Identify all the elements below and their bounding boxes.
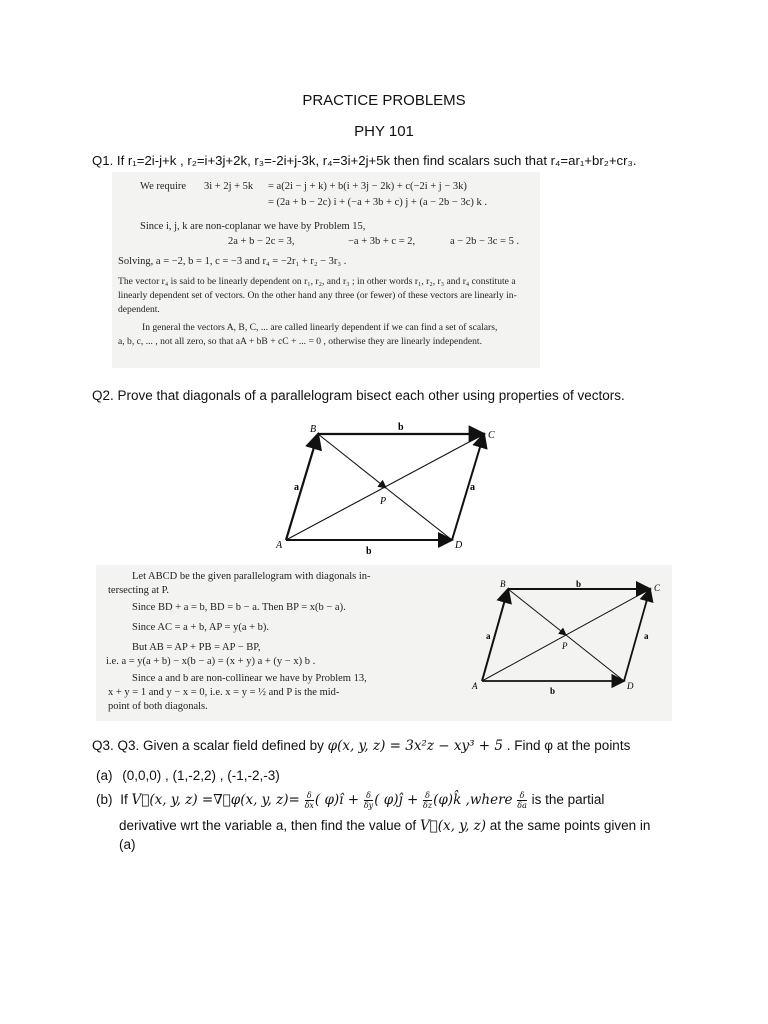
parallelogram-figure-small [466, 579, 666, 697]
q2-proof-scan [96, 565, 672, 721]
q3-fraction-da [517, 791, 527, 810]
q3-frac-da-num: δ [517, 791, 527, 801]
q1-para1-line2: linearly dependent set of vectors. On the other hand any three (or fewer) of these vectors are linearly in- [118, 290, 517, 301]
q3-prefix: Q3. Q3. Given a scalar field defined by [92, 738, 328, 753]
question-3 [92, 738, 630, 754]
q2-proof-line2: tersecting at P. [108, 585, 169, 596]
q2-proof-line5: But AB = AP + PB = AP − BP, [132, 642, 261, 653]
question-2: Q2. Prove that diagonals of a parallelogram bisect each other using properties of vectors. [92, 388, 625, 403]
q3-b-line2-post: at the same points given in [486, 818, 651, 833]
vector-b-top-label: b [398, 422, 404, 433]
small-vertex-C-label: C [654, 583, 661, 593]
q1-since-line: Since i, j, k are non-coplanar we have by Problem 15, [140, 221, 366, 232]
q1-para2-line1: In general the vectors A, B, C, ... are called linearly dependent if we can find a set of scalars, [142, 322, 498, 333]
q3-part-a-label: (a) [96, 768, 113, 783]
side-DC-line [452, 434, 484, 540]
q2-proof-line4: Since AC = a + b, AP = y(a + b). [132, 622, 270, 633]
small-vertex-D-label: D [627, 681, 634, 691]
q3-frac-da-den: δa [517, 800, 527, 810]
q3-term-k: (φ)k̂ ,where [433, 792, 513, 808]
q1-require-rhs2: = (2a + b − 2c) i + (−a + 3b + c) j + (a − 2b − 3c) k . [268, 197, 487, 208]
q1-solution-scan [112, 172, 540, 368]
q3-b-line2-vector: V⃗(x, y, z) [419, 818, 487, 834]
small-vector-a-left-label: a [486, 631, 491, 641]
q2-proof-line8: x + y = 1 and y − x = 0, i.e. x = y = ½ and P is the mid- [108, 687, 340, 698]
q3-frac-dz-den: δz [423, 800, 433, 810]
q3-frac-dx-num: δ [305, 791, 314, 801]
q3-gradient-def: V⃗(x, y, z) =∇⃗φ(x, y, z)= [131, 792, 300, 808]
q3-term-i: ( φ)î + [314, 792, 360, 808]
q3-part-b-label: (b) [96, 792, 113, 807]
q1-eq2: −a + 3b + c = 2, [348, 236, 416, 247]
q3-part-b-if: If [120, 792, 132, 807]
q3-frac-dz-num: δ [423, 791, 432, 801]
q3-partial-text: is the partial [527, 792, 605, 807]
vertex-C-label: C [488, 430, 495, 441]
q2-proof-line7: Since a and b are non-collinear we have by Problem 13, [132, 673, 367, 684]
q1-require-lhs: 3i + 2j + 5k [204, 181, 254, 192]
q3-frac-dy-den: δy [363, 800, 374, 810]
q2-proof-line9: point of both diagonals. [108, 701, 208, 712]
q3-b-line2-pre: derivative wrt the variable a, then find the value of [119, 818, 420, 833]
vector-a-left-label: a [294, 482, 299, 493]
q1-eq1: 2a + b − 2c = 3, [228, 236, 295, 247]
q3-fraction-dy [364, 791, 373, 810]
q1-require-rhs1: = a(2i − j + k) + b(i + 3j − 2k) + c(−2i + j − 3k) [268, 181, 467, 192]
small-vertex-A-label: A [472, 681, 478, 691]
small-vector-a-right-label: a [644, 631, 649, 641]
course-code: PHY 101 [354, 123, 414, 140]
q1-para1-line1: The vector r₄ is said to be linearly dependent on r₁, r₂, and r₃ ; in other words r₁, r₂, r₃ and r₄ constitute a [118, 276, 516, 287]
point-P-label: P [380, 496, 387, 507]
q1-require-label: We require [140, 181, 187, 192]
q3-frac-dx-den: δx [304, 800, 314, 810]
q3-part-b [96, 790, 604, 810]
q3-part-a-points: (0,0,0) , (1,-2,2) , (-1,-2,-3) [122, 768, 280, 783]
q1-para2-line2: a, b, c, ... , not all zero, so that aA + bB + cC + ... = 0 , otherwise they are linearly independent. [118, 336, 482, 347]
q3-fraction-dz [423, 791, 432, 810]
question-1: Q1. If r₁=2i-j+k , r₂=i+3j+2k, r₃=-2i+j-3k, r₄=3i+2j+5k then find scalars such that r₄=ar₁+br₂+cr₃. [92, 153, 637, 168]
q3-field-equation: φ(x, y, z) = 3x²z − xy³ + 5 [327, 738, 503, 754]
q1-solving: Solving, a = −2, b = 1, c = −3 and r₄ = −2r₁ + r₂ − 3r₃ . [118, 256, 347, 267]
q2-proof-line1: Let ABCD be the given parallelogram with diagonals in- [132, 571, 371, 582]
q3-part-b-line3: (a) [119, 837, 136, 852]
q3-term-j: ( φ)ĵ + [374, 792, 419, 808]
q3-part-a [96, 768, 280, 783]
vector-a-right-label: a [470, 482, 475, 493]
q3-suffix: . Find φ at the points [503, 738, 631, 753]
vertex-A-label: A [276, 540, 283, 551]
q1-para1-line3: dependent. [118, 304, 160, 315]
q3-frac-dy-num: δ [364, 791, 373, 801]
small-vertex-B-label: B [500, 579, 506, 589]
vector-b-bottom-label: b [366, 546, 372, 557]
q3-part-b-line2 [119, 818, 650, 834]
q1-eq3: a − 2b − 3c = 5 . [450, 236, 520, 247]
q2-proof-line3: Since BD + a = b, BD = b − a. Then BP = x(b − a). [132, 602, 346, 613]
side-AB-line [286, 434, 318, 540]
vertex-B-label: B [310, 424, 317, 435]
small-point-P-label: P [562, 641, 568, 651]
diagonal-BP-line [318, 434, 386, 488]
parallelogram-figure [270, 418, 510, 558]
diagonal-PD-line [386, 488, 452, 540]
small-diagonal-BP-line [508, 589, 566, 635]
small-vector-b-top-label: b [576, 579, 582, 589]
small-diagonal-PD-line [566, 635, 624, 681]
small-vector-b-bottom-label: b [550, 686, 556, 696]
q3-fraction-dx [305, 791, 314, 810]
q2-proof-line6: i.e. a = y(a + b) − x(b − a) = (x + y) a + (y − x) b . [106, 656, 316, 667]
page-title: PRACTICE PROBLEMS [302, 92, 466, 109]
vertex-D-label: D [455, 540, 463, 551]
